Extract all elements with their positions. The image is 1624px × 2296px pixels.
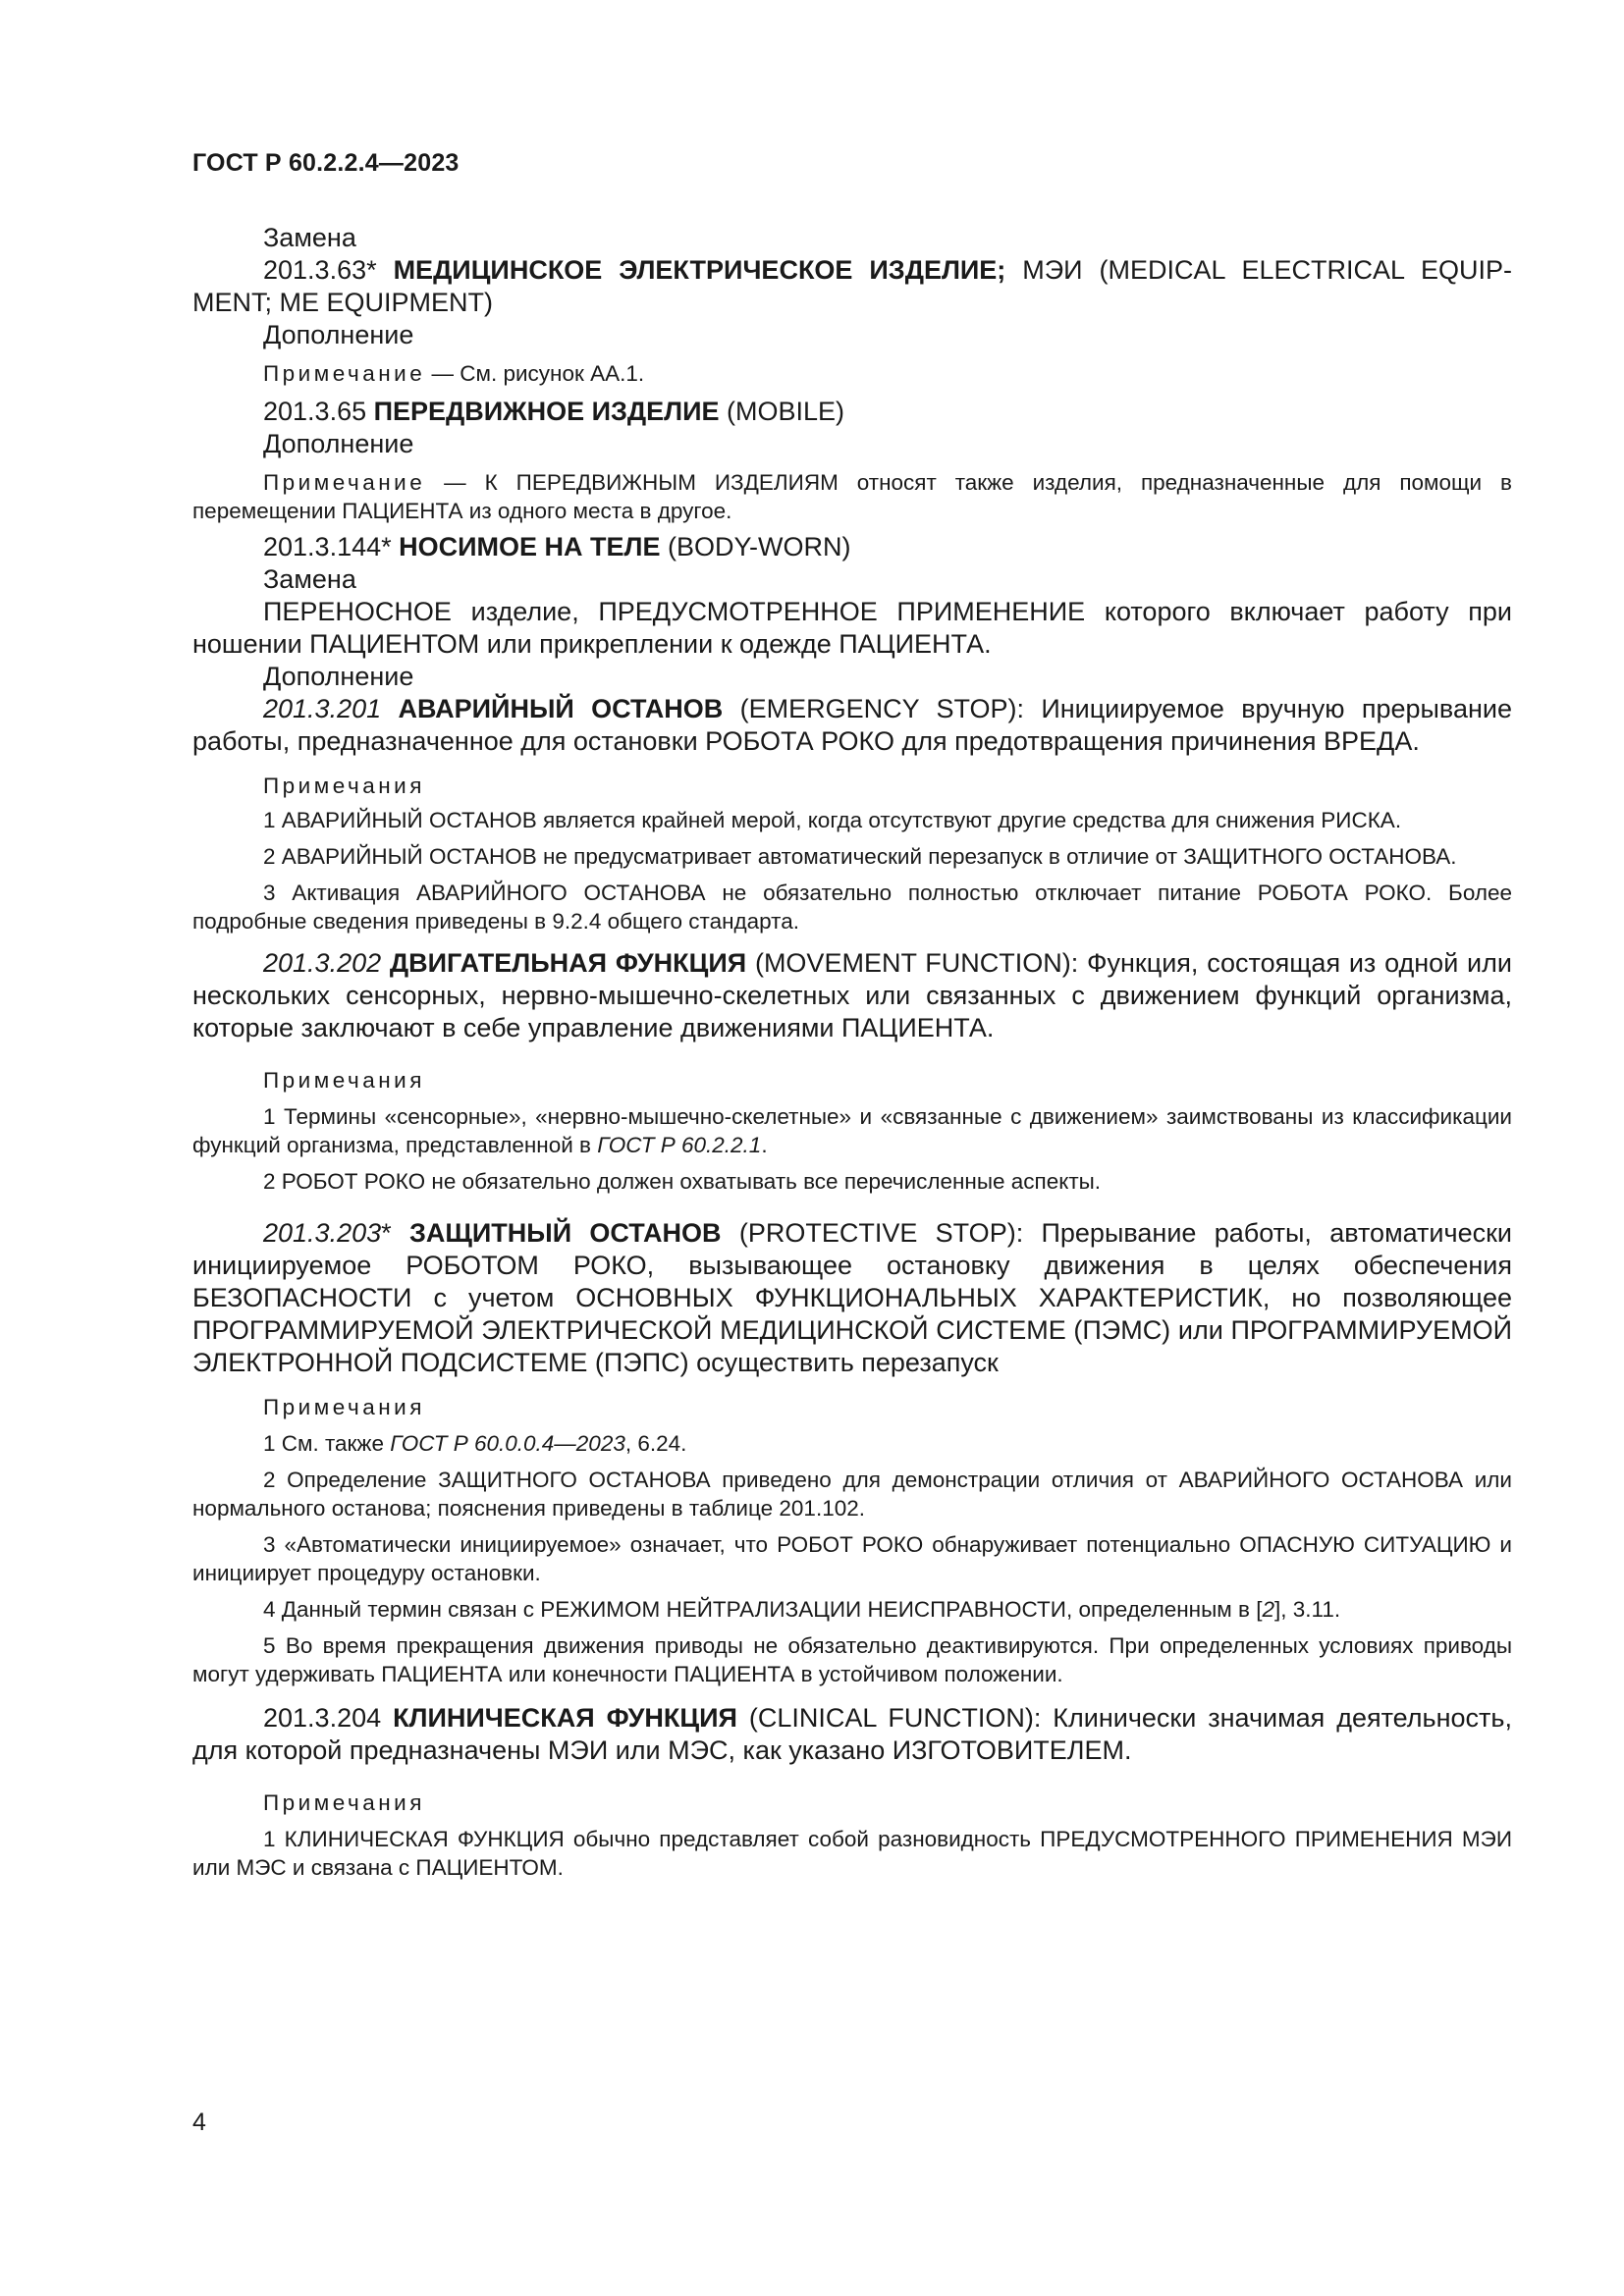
term-201-3-202: 201.3.202 ДВИГАТЕЛЬНАЯ ФУНКЦИЯ (MOVEMENT FUNCTION): Функция, состоящая из одной или нескольких сенсорных, нервно-мышечно-скелетных или связанных с движением функций организма, которые заключают в себе управление движениями ПАЦИЕНТА. — [192, 948, 1512, 1042]
note-item: 1 См. также ГОСТ Р 60.0.0.4—2023, 6.24. — [263, 1431, 687, 1456]
document-body — [192, 222, 1512, 1882]
page-number: 4 — [192, 2109, 206, 2136]
label-addition: Дополнение — [263, 429, 414, 458]
term-201-3-144: 201.3.144* НОСИМОЕ НА ТЕЛЕ (BODY-WORN) — [263, 532, 851, 561]
term-name: МЕДИЦИНСКОЕ ЭЛЕКТРИЧЕСКОЕ ИЗДЕЛИЕ; — [393, 255, 1006, 285]
note-item: 5 Во время прекращения движения приводы не обязательно деактивируются. При определенных условиях приводы могут удерживать ПАЦИЕНТА или конечности ПАЦИЕНТА в устойчивом положении. — [192, 1633, 1512, 1686]
label-addition: Дополнение — [263, 662, 414, 691]
note-item: 3 «Автоматически инициируемое» означает, что РОБОТ РОКО обнаруживает потенциально ОПАСНУЮ СИТУАЦИЮ и инициирует процедуру остановки. — [192, 1532, 1512, 1585]
reference: 2 — [1262, 1597, 1274, 1622]
note-item: 3 Активация АВАРИЙНОГО ОСТАНОВА не обязательно полностью отключает питание РОБОТА РОКО. Более подробные сведения приведены в 9.2.4 общего стандарта. — [192, 881, 1512, 934]
note: Примечание — К ПЕРЕДВИЖНЫМ ИЗДЕЛИЯМ относят также изделия, предназначенные для помощи в перемещении ПАЦИЕНТА из одного места в другое. — [192, 470, 1512, 523]
label-addition: Дополнение — [263, 320, 414, 349]
term-201-3-201: 201.3.201 АВАРИЙНЫЙ ОСТАНОВ (EMERGENCY STOP): Инициируемое вручную прерывание работы, предназначенное для остановки РОБОТА РОКО для предотвращения причинения ВРЕДА. — [192, 694, 1512, 756]
note-label: Примечание — [263, 470, 426, 495]
label-replace: Замена — [263, 223, 356, 252]
reference: ГОСТ Р 60.2.2.1 — [597, 1133, 762, 1157]
term-name: АВАРИЙНЫЙ ОСТАНОВ — [398, 694, 724, 723]
note-item: 2 РОБОТ РОКО не обязательно должен охватывать все перечисленные аспекты. — [263, 1169, 1102, 1194]
notes-label: Примечания — [263, 1790, 425, 1815]
term-201-3-204: 201.3.204 КЛИНИЧЕСКАЯ ФУНКЦИЯ (CLINICAL FUNCTION): Клинически значимая деятельность, для которой предназначены МЭИ или МЭС, как указано ИЗГОТОВИТЕЛЕМ. — [192, 1703, 1512, 1765]
term-201-3-63: 201.3.63* МЕДИЦИНСКОЕ ЭЛЕКТРИЧЕСКОЕ ИЗДЕЛИЕ; МЭИ (MEDICAL ELECTRICAL EQUIP-MENT; ME EQUIPMENT) — [192, 255, 1512, 317]
definition-text: ПЕРЕНОСНОЕ изделие, ПРЕДУСМОТРЕННОЕ ПРИМЕНЕНИЕ которого включает работу при ношении ПАЦИЕНТОМ или прикреплении к одежде ПАЦИЕНТА. — [192, 597, 1512, 659]
term-201-3-65: 201.3.65 ПЕРЕДВИЖНОЕ ИЗДЕЛИЕ (MOBILE) — [263, 397, 845, 426]
note-item: 2 Определение ЗАЩИТНОГО ОСТАНОВА приведено для демонстрации отличия от АВАРИЙНОГО ОСТАНОВА или нормального останова; пояснения приведены в таблице 201.102. — [192, 1468, 1512, 1521]
term-name: ПЕРЕДВИЖНОЕ ИЗДЕЛИЕ — [373, 397, 720, 426]
note: Примечание — См. рисунок АА.1. — [263, 361, 645, 386]
term-name: ДВИГАТЕЛЬНАЯ ФУНКЦИЯ — [389, 948, 747, 978]
reference: ГОСТ Р 60.0.0.4—2023 — [390, 1431, 625, 1456]
notes-label: Примечания — [263, 1068, 425, 1093]
term-name: КЛИНИЧЕСКАЯ ФУНКЦИЯ — [393, 1703, 737, 1733]
notes-label: Примечания — [263, 774, 425, 798]
note-item: 1 Термины «сенсорные», «нервно-мышечно-скелетные» и «связанные с движением» заимствованы из классификации функций организма, представленной в ГОСТ Р 60.2.2.1. — [192, 1104, 1512, 1157]
note-item: 2 АВАРИЙНЫЙ ОСТАНОВ не предусматривает автоматический перезапуск в отличие от ЗАЩИТНОГО ОСТАНОВА. — [263, 844, 1457, 869]
term-name: ЗАЩИТНЫЙ ОСТАНОВ — [408, 1218, 722, 1248]
term-name: НОСИМОЕ НА ТЕЛЕ — [399, 532, 661, 561]
note-label: Примечание — [263, 361, 426, 386]
label-replace: Замена — [263, 564, 356, 594]
document-header: ГОСТ Р 60.2.2.4—2023 — [192, 149, 460, 177]
term-201-3-203: 201.3.203* ЗАЩИТНЫЙ ОСТАНОВ (PROTECTIVE STOP): Прерывание работы, автоматически инициируемое РОБОТОМ РОКО, вызывающее остановку движения в целях обеспечения БЕЗОПАСНОСТИ с учетом ОСНОВНЫХ ФУНКЦИОНАЛЬНЫХ ХАРАКТЕРИСТИК, но позволяющее ПРОГРАММИРУЕМОЙ ЭЛЕКТРИЧЕСКОЙ МЕДИЦИНСКОЙ СИСТЕМЕ (ПЭМС) или ПРОГРАММИРУЕМОЙ ЭЛЕКТРОННОЙ ПОДСИСТЕМЕ (ПЭПС) осуществить перезапуск — [192, 1218, 1512, 1377]
notes-label: Примечания — [263, 1395, 425, 1419]
note-item: 1 АВАРИЙНЫЙ ОСТАНОВ является крайней мерой, когда отсутствуют другие средства для снижения РИСКА. — [263, 808, 1402, 832]
note-item: 4 Данный термин связан с РЕЖИМОМ НЕЙТРАЛИЗАЦИИ НЕИСПРАВНОСТИ, определенным в [2], 3.11. — [263, 1597, 1341, 1622]
note-item: 1 КЛИНИЧЕСКАЯ ФУНКЦИЯ обычно представляет собой разновидность ПРЕДУСМОТРЕННОГО ПРИМЕНЕНИЯ МЭИ или МЭС и связана с ПАЦИЕНТОМ. — [192, 1827, 1512, 1880]
